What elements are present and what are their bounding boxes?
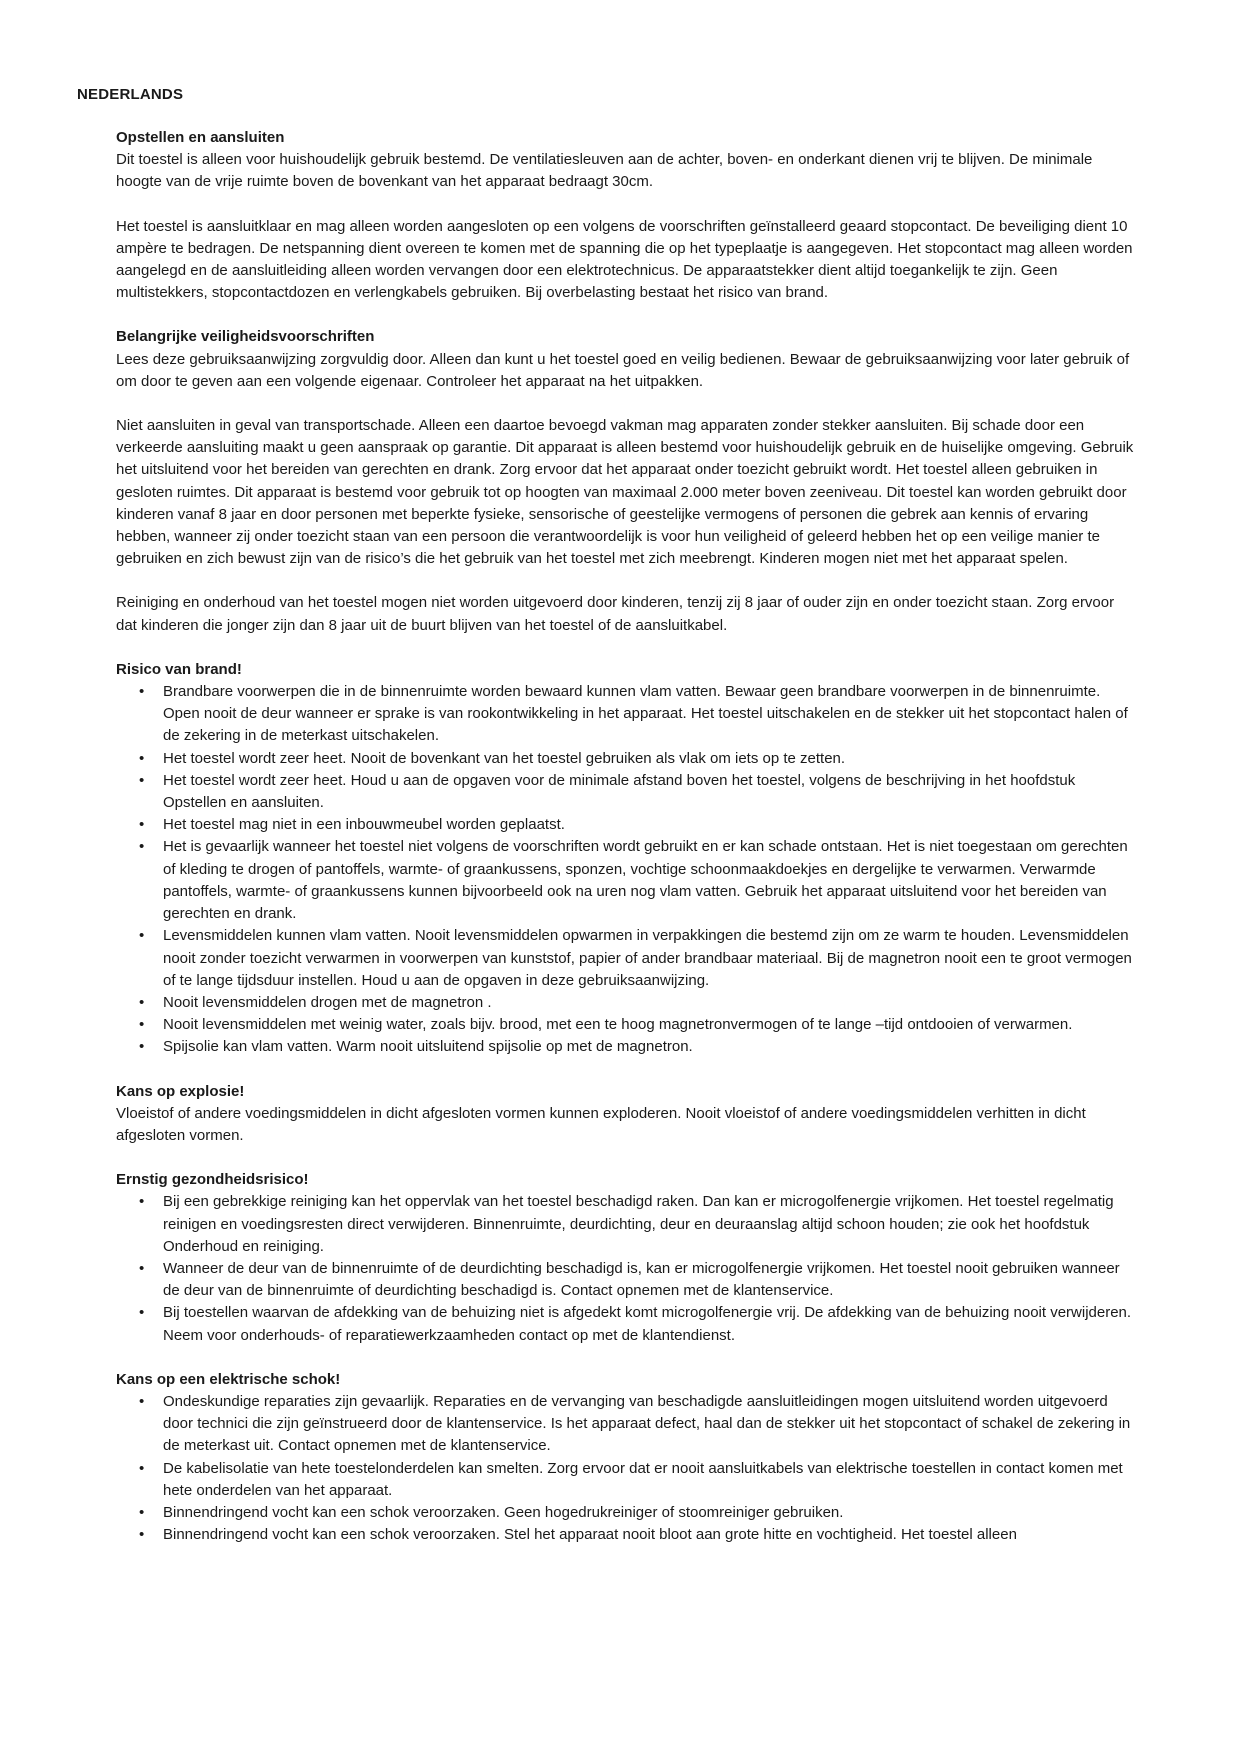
list-item: • Brandbare voorwerpen die in de binnenruimte worden bewaard kunnen vlam vatten. Bewaar geen brandbare voorwerpen in de binnenruimte. Open nooit de deur wanneer er sprake is van rookontwikkeling in het apparaat. Het toestel uitschakelen en de stekker uit het stopcontact halen of de zekering in de meterkast uitschakelen.	[116, 681, 1136, 748]
paragraph: Lees deze gebruiksaanwijzing zorgvuldig door. Alleen dan kunt u het toestel goed en veilig bedienen. Bewaar de gebruiksaanwijzing voor later gebruik of om door te geven aan een volgende eigenaar. Controleer het apparaat na het uitpakken.	[116, 350, 1130, 390]
paragraph: Het toestel is aansluitklaar en mag alleen worden aangesloten op een volgens de voorschriften geïnstalleerd geaard stopcontact. De beveiliging dient 10 ampère te bedragen. De netspanning dient overeen te komen met de spanning die op het typeplaatje is aangegeven. Het stopcontact mag alleen worden aangelegd en de aansluitleiding alleen worden vervangen door een elektrotechnicus. De apparaatstekker dient altijd toegankelijk te zijn. Geen multistekkers, stopcontactdozen en verlengkabels gebruiken. Bij overbelasting bestaat het risico van brand.	[116, 217, 1133, 302]
section-heading: Risico van brand!	[116, 660, 242, 678]
paragraph: Reiniging en onderhoud van het toestel mogen niet worden uitgevoerd door kinderen, tenzij zij 8 jaar of ouder zijn en onder toezicht staan. Zorg ervoor dat kinderen die jonger zijn dan 8 jaar uit de buurt blijven van het toestel of de aansluitkabel.	[116, 594, 1115, 634]
section-schok	[116, 1369, 1136, 1547]
list-item: • De kabelisolatie van hete toestelonderdelen kan smelten. Zorg ervoor dat er nooit aansluitkabels van elektrische toestellen in contact komen met hete onderdelen van het apparaat.	[116, 1458, 1136, 1502]
section-opstellen	[116, 127, 1136, 304]
list-item: • Nooit levensmiddelen drogen met de magnetron .	[116, 992, 1136, 1014]
bullet-list	[116, 1391, 1136, 1546]
section-explosie	[116, 1081, 1136, 1148]
list-item: • Nooit levensmiddelen met weinig water, zoals bijv. brood, met een te hoog magnetronvermogen of te lange –tijd ontdooien of verwarmen.	[116, 1014, 1136, 1036]
section-veiligheid	[116, 326, 1136, 636]
section-gezondheid	[116, 1169, 1136, 1347]
document-title: NEDERLANDS	[77, 86, 184, 103]
list-item: • Levensmiddelen kunnen vlam vatten. Nooit levensmiddelen opwarmen in verpakkingen die bestemd zijn om ze warm te houden. Levensmiddelen nooit zonder toezicht verwarmen in voorwerpen van kunststof, papier of ander brandbaar materiaal. Bij de magnetron nooit een te groot vermogen of te lange tijdsduur instellen. Houd u aan de opgaven in deze gebruiksaanwijzing.	[116, 925, 1136, 992]
section-heading: Belangrijke veiligheidsvoorschriften	[116, 328, 375, 346]
list-item: • Het toestel mag niet in een inbouwmeubel worden geplaatst.	[116, 814, 1136, 836]
paragraph: Niet aansluiten in geval van transportschade. Alleen een daartoe bevoegd vakman mag apparaten zonder stekker aansluiten. Bij schade door een verkeerde aansluiting maakt u geen aanspraak op garantie. Dit apparaat is alleen bestemd voor huishoudelijk gebruik en de huiselijke omgeving. Gebruik het uitsluitend voor het bereiden van gerechten en drank. Zorg ervoor dat het apparaat onder toezicht gebruikt wordt. Het toestel alleen gebruiken in gesloten ruimtes. Dit apparaat is bestemd voor gebruik tot op hoogten van maximaal 2.000 meter boven zeeniveau. Dit toestel kan worden gebruikt door kinderen vanaf 8 jaar en door personen met beperkte fysieke, sensorische of geestelijke vermogens of personen die gebrek aan kennis of ervaring hebben, wanneer zij onder toezicht staan van een persoon die verantwoordelijk is voor hun veiligheid of geleerd hebben het op een veilige manier te gebruiken en zich bewust zijn van de risico’s die het gebruik van het toestel met zich meebrengt. Kinderen mogen niet met het apparaat spelen.	[116, 417, 1134, 568]
list-item: • Spijsolie kan vlam vatten. Warm nooit uitsluitend spijsolie op met de magnetron.	[116, 1036, 1136, 1058]
list-item: • Het is gevaarlijk wanneer het toestel niet volgens de voorschriften wordt gebruikt en er kan schade ontstaan. Het is niet toegestaan om gerechten of kleding te drogen of pantoffels, warmte- of graankussens, sponzen, vochtige schoonmaakdoekjes en dergelijke te verwarmen. Verwarmde pantoffels, warmte- of graankussens kunnen bijvoorbeeld ook na uren nog vlam vatten. Gebruik het apparaat uitsluitend voor het bereiden van gerechten en drank.	[116, 836, 1136, 925]
list-item: • Wanneer de deur van de binnenruimte of de deurdichting beschadigd is, kan er microgolfenergie vrijkomen. Het toestel nooit gebruiken wanneer de deur van de binnenruimte of deurdichting beschadigd is. Contact opnemen met de klantenservice.	[116, 1258, 1136, 1302]
section-heading: Ernstig gezondheidsrisico!	[116, 1171, 309, 1189]
paragraph: Vloeistof of andere voedingsmiddelen in dicht afgesloten vormen kunnen exploderen. Nooit vloeistof of andere voedingsmiddelen verhitten in dicht afgesloten vormen.	[116, 1104, 1086, 1144]
section-brand	[116, 659, 1136, 1059]
section-heading: Kans op een elektrische schok!	[116, 1370, 341, 1388]
list-item: • Binnendringend vocht kan een schok veroorzaken. Stel het apparaat nooit bloot aan grote hitte en vochtigheid. Het toestel alleen	[116, 1524, 1136, 1546]
list-item: • Het toestel wordt zeer heet. Nooit de bovenkant van het toestel gebruiken als vlak om iets op te zetten.	[116, 748, 1136, 770]
bullet-list	[116, 1191, 1136, 1346]
list-item: • Ondeskundige reparaties zijn gevaarlijk. Reparaties en de vervanging van beschadigde aansluitleidingen mogen uitsluitend worden uitgevoerd door technici die zijn geïnstrueerd door de klantenservice. Is het apparaat defect, haal dan de stekker uit het stopcontact of schakel de zekering in de meterkast uit. Contact opnemen met de klantenservice.	[116, 1391, 1136, 1458]
section-heading: Opstellen en aansluiten	[116, 129, 285, 146]
list-item: • Bij een gebrekkige reiniging kan het oppervlak van het toestel beschadigd raken. Dan kan er microgolfenergie vrijkomen. Het toestel regelmatig reinigen en voedingsresten direct verwijderen. Binnenruimte, deurdichting, deur en deuraanslag altijd schoon houden; zie ook het hoofdstuk Onderhoud en reiniging.	[116, 1191, 1136, 1258]
list-item: • Het toestel wordt zeer heet. Houd u aan de opgaven voor de minimale afstand boven het toestel, volgens de beschrijving in het hoofdstuk Opstellen en aansluiten.	[116, 770, 1136, 814]
list-item: • Bij toestellen waarvan de afdekking van de behuizing niet is afgedekt komt microgolfenergie vrij. De afdekking van de behuizing nooit verwijderen. Neem voor onderhouds- of reparatiewerkzaamheden contact op met de klantendienst.	[116, 1302, 1136, 1346]
document-content	[116, 127, 1136, 1568]
list-item: • Binnendringend vocht kan een schok veroorzaken. Geen hogedrukreiniger of stoomreiniger gebruiken.	[116, 1502, 1136, 1524]
section-heading: Kans op explosie!	[116, 1082, 245, 1100]
paragraph: Dit toestel is alleen voor huishoudelijk gebruik bestemd. De ventilatiesleuven aan de achter, boven- en onderkant dienen vrij te blijven. De minimale hoogte van de vrije ruimte boven de bovenkant van het apparaat bedraagt 30cm.	[116, 151, 1093, 191]
bullet-list	[116, 681, 1136, 1058]
